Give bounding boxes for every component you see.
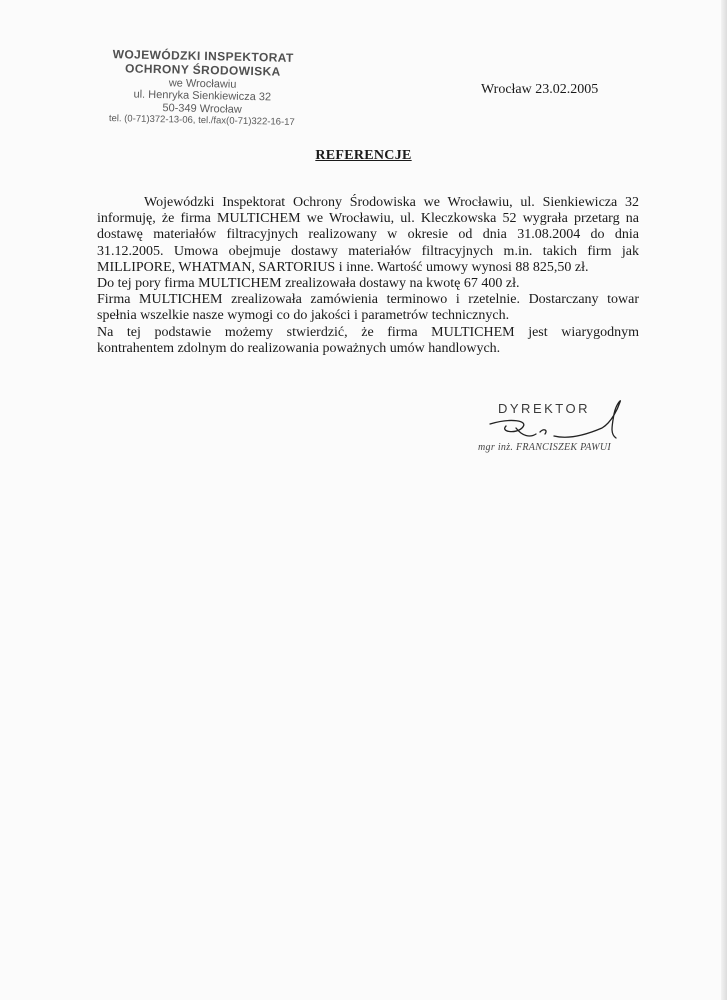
institution-stamp [99, 48, 306, 129]
stamp-line-3: we Wrocławiu [168, 76, 237, 91]
body-line: dostawę materiałów filtracyjnych realizowany w okresie od dnia 31.08.2004 do dnia [97, 227, 639, 243]
stamp-line-5: 50-349 Wrocław [162, 102, 242, 116]
body-line: Do tej pory firma MULTICHEM zrealizowała dostawy na kwotę 67 400 zł. [97, 276, 520, 292]
body-line: informuję, że firma MULTICHEM we Wrocławiu, ul. Kleczkowska 52 wygrała przetarg na [97, 211, 639, 227]
stamp-line-6: tel. (0-71)372-13-06, tel./fax(0-71)322-16-17 [108, 112, 295, 128]
signature-block [470, 398, 650, 468]
body-line: Wojewódzki Inspektorat Ochrony Środowiska we Wrocławiu, ul. Sienkiewicza 32 [144, 195, 639, 210]
stamp-line-2: OCHRONY ŚRODOWISKA [124, 61, 281, 79]
body-line: 31.12.2005. Umowa obejmuje dostawy materiałów filtracyjnych m.in. takich firm jak [97, 243, 639, 259]
body-line: kontrahentem zdolnym do realizowania poważnych umów handlowych. [97, 340, 501, 356]
document-body [97, 195, 639, 357]
document-title: REFERENCJE [315, 148, 412, 163]
signature-name: mgr inż. FRANCISZEK PAWUI [478, 442, 612, 453]
body-line: Firma MULTICHEM zrealizowała zamówienia terminowo i rzetelnie. Dostarczany towar [97, 292, 639, 308]
body-line: Na tej podstawie możemy stwierdzić, że firma MULTICHEM jest wiarygodnym [97, 324, 639, 340]
body-line: MILLIPORE, WHATMAN, SARTORIUS i inne. Wartość umowy wynosi 88 825,50 zł. [97, 259, 589, 275]
stamp-line-4: ul. Henryka Sienkiewicza 32 [133, 88, 272, 104]
place-date: Wrocław 23.02.2005 [481, 82, 599, 97]
signature-title: DYREKTOR [498, 401, 590, 416]
body-line: spełnia wszelkie nasze wymogi co do jakości i parametrów technicznych. [97, 308, 510, 324]
stamp-line-1: WOJEWÓDZKI INSPEKTORAT [112, 47, 294, 65]
